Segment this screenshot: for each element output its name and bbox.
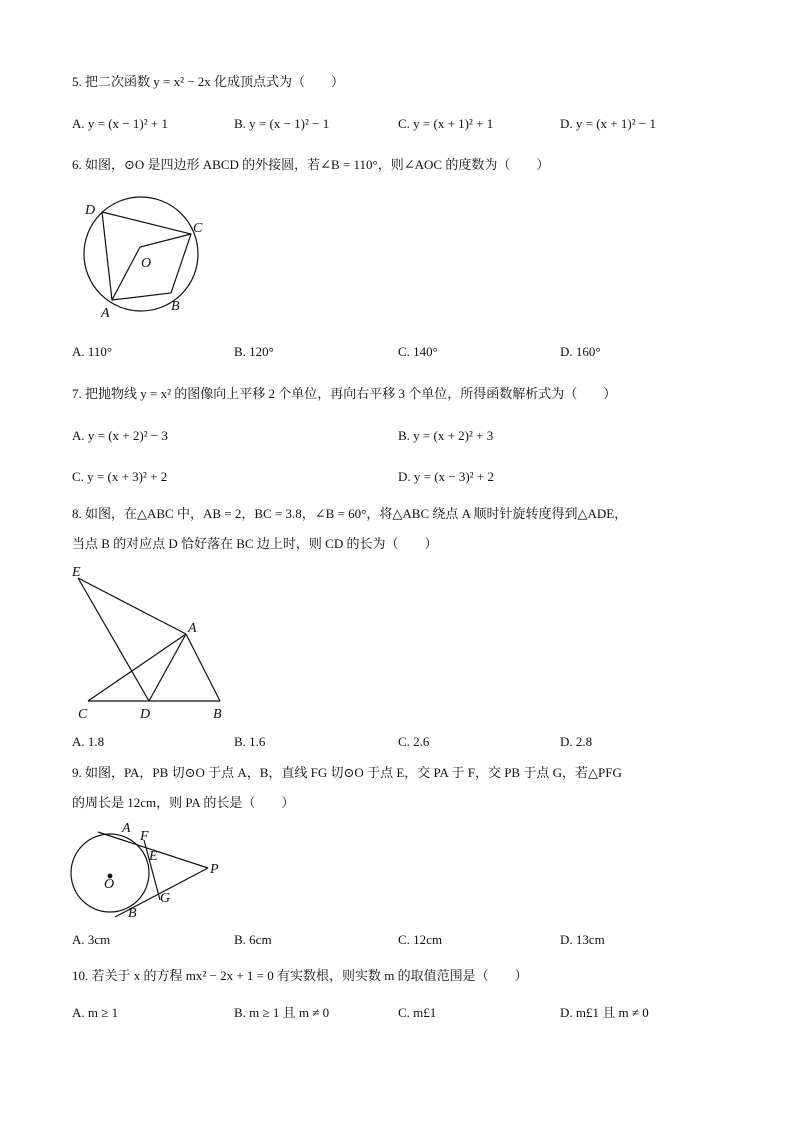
q8-option-c: C. 2.6 xyxy=(398,734,430,749)
q10-option-a: A. m ≥ 1 xyxy=(72,1005,119,1020)
q5-option-a: A. y = (x − 1)² + 1 xyxy=(72,116,168,131)
q9-option-a: A. 3cm xyxy=(72,932,111,947)
q8-label-e: E xyxy=(72,565,81,580)
q8-option-b: B. 1.6 xyxy=(234,734,266,749)
q6-option-a: A. 110° xyxy=(72,344,113,359)
q7-option-b: B. y = (x + 2)² + 3 xyxy=(398,428,494,443)
q8-option-d: D. 2.8 xyxy=(560,734,593,749)
q10-option-d: D. m£1 且 m ≠ 0 xyxy=(560,1005,649,1020)
q9-label-b: B xyxy=(128,906,137,921)
question-9-stem-line1: 9. 如图，PA，PB 切⊙O 于点 A，B，直线 FG 切⊙O 于点 E，交 PA 于 F，交 PB 于点 G，若△PFG xyxy=(72,765,622,780)
q6-label-o: O xyxy=(141,256,152,271)
q9-circle xyxy=(71,834,149,912)
q9-label-o: O xyxy=(104,877,115,892)
q5-option-d: D. y = (x + 1)² − 1 xyxy=(560,116,656,131)
q9-option-b: B. 6cm xyxy=(234,932,272,947)
q6-label-c: C xyxy=(193,221,203,236)
q8-label-c: C xyxy=(78,707,88,722)
q7-option-d: D. y = (x − 3)² + 2 xyxy=(398,469,494,484)
question-10-stem: 10. 若关于 x 的方程 mx² − 2x + 1 = 0 有实数根，则实数 m 的取值范围是（ ） xyxy=(72,968,528,983)
question-5-stem: 5. 把二次函数 y = x² − 2x 化成顶点式为（ ） xyxy=(72,74,345,89)
q5-option-b: B. y = (x − 1)² − 1 xyxy=(234,116,330,131)
q8-label-d: D xyxy=(140,707,151,722)
question-8-stem-line1: 8. 如图，在△ABC 中，AB = 2，BC = 3.8，∠B = 60°，将△ABC 绕点 A 顺时针旋转度得到△ADE， xyxy=(72,506,628,521)
q5-option-c: C. y = (x + 1)² + 1 xyxy=(398,116,494,131)
q9-option-c: C. 12cm xyxy=(398,932,443,947)
q6-radii xyxy=(112,234,191,300)
q10-option-b: B. m ≥ 1 且 m ≠ 0 xyxy=(234,1005,330,1020)
q8-segment-ca xyxy=(88,634,186,701)
q6-option-d: D. 160° xyxy=(560,344,601,359)
q8-option-a: A. 1.8 xyxy=(72,734,105,749)
q10-option-c: C. m£1 xyxy=(398,1005,437,1020)
q7-option-a: A. y = (x + 2)² − 3 xyxy=(72,428,168,443)
q8-segment-da xyxy=(149,634,186,701)
q9-label-e: E xyxy=(149,849,158,864)
q6-option-c: C. 140° xyxy=(398,344,438,359)
q7-option-c: C. y = (x + 3)² + 2 xyxy=(72,469,168,484)
q9-option-d: D. 13cm xyxy=(560,932,605,947)
q8-segment-ab xyxy=(186,634,220,701)
q9-label-g: G xyxy=(160,891,171,906)
q8-label-a: A xyxy=(188,621,197,636)
question-6-stem: 6. 如图，⊙O 是四边形 ABCD 的外接圆，若∠B = 110°，则∠AOC 的度数为（ ） xyxy=(72,157,550,172)
question-7-stem: 7. 把抛物线 y = x² 的图像向上平移 2 个单位，再向右平移 3 个单位，所得函数解析式为（ ） xyxy=(72,386,617,401)
question-8-stem-line2: 当点 B 的对应点 D 恰好落在 BC 边上时，则 CD 的长为（ ） xyxy=(72,536,438,551)
q9-tangent-figure xyxy=(68,818,228,923)
q6-label-a: A xyxy=(101,306,110,321)
q6-label-b: B xyxy=(171,299,180,314)
q9-label-f: F xyxy=(140,829,149,844)
q6-label-d: D xyxy=(85,203,96,218)
q9-label-p: P xyxy=(210,862,219,877)
q6-option-b: B. 120° xyxy=(234,344,274,359)
question-9-stem-line2: 的周长是 12cm，则 PA 的长是（ ） xyxy=(72,795,295,810)
q6-circumcircle xyxy=(84,197,198,311)
q8-label-b: B xyxy=(213,707,222,722)
q9-label-a: A xyxy=(122,821,131,836)
q8-rotation-figure xyxy=(70,562,240,722)
q6-circle-figure xyxy=(70,190,220,330)
